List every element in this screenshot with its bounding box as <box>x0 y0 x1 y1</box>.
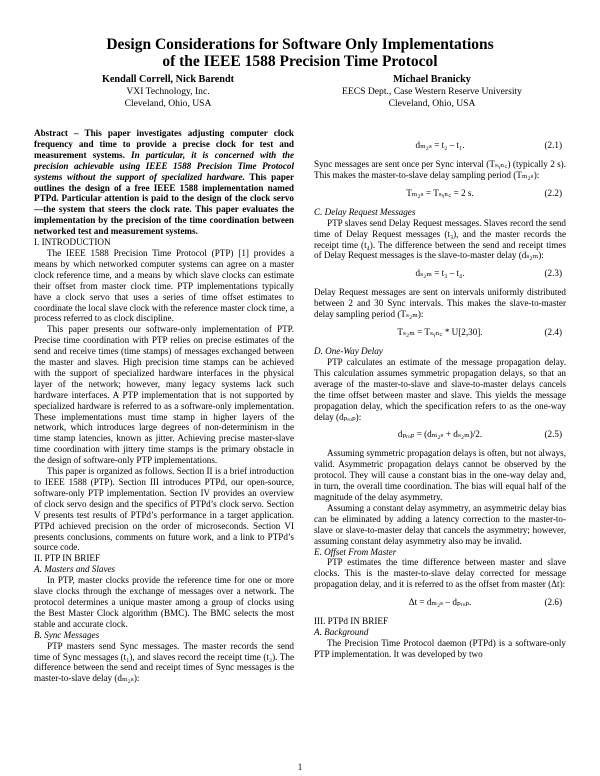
equation-2-3 <box>314 268 566 279</box>
equation-2-1 <box>314 140 566 151</box>
abstract-label: Abstract – <box>34 128 85 138</box>
page-number: 1 <box>297 762 303 772</box>
one-way-delay-paragraph: PTP calculates an estimate of the message propagation delay. This calculation assumes symmetric propagation delays, so that an average of the master-to-slave and slave-to-master delays cancels the time offset between master and slave. This yields the message propagation delay, which the specification refers to as the one-way delay (dₚᵣₒₚ): <box>314 356 566 422</box>
section-heading-ptp-in-brief: II. PTP IN BRIEF <box>34 553 101 564</box>
subsection-heading-delay-request: C. Delay Request Messages <box>314 206 416 217</box>
abstract-text-2: This paper outlines the design of a free IEEE 1588 implementation named PTPd. Particular attention is paid to the design of the clock servo—the system that steers the clock rate. This paper evaluates the implementation by the precision of the time coordination between networked test and measurement systems. <box>34 171 294 237</box>
background-paragraph: The Precision Time Protocol daemon (PTPd) is a software-only PTP implementation. It was developed by two <box>314 638 566 659</box>
equation-2-2-number: (2.2) <box>544 187 562 198</box>
equation-2-5-number: (2.5) <box>544 429 562 440</box>
title-line-1: Design Considerations for Software Only Implementations <box>106 36 494 53</box>
section-heading-ptpd-in-brief: III. PTPd IN BRIEF <box>314 616 389 627</box>
equation-2-3-number: (2.3) <box>544 268 562 279</box>
author-location-right: Cleveland, Ohio, USA <box>388 98 476 110</box>
intro-paragraph-1: The IEEE 1588 Precision Time Protocol (PTP) [1] provides a means by which networked computer systems can agree on a master clock reference time, and a means by which slave clocks can estimate their offset from master clock time. PTP implementations typically have a clock servo that uses a series of time offset estimates to coordinate the local slave clock with the reference master clock time, a process referred to as clock discipline. <box>34 247 294 324</box>
author-affiliation-right: EECS Dept., Case Western Reserve University <box>342 86 522 98</box>
equation-2-2 <box>314 188 566 199</box>
author-block-right <box>300 74 564 111</box>
equation-2-2-formula: Tₘ₂ₛ = Tₛᵧₙ꜀ = 2 s. <box>406 187 474 198</box>
equation-2-3-formula: dₛ₂ₘ = t₃ – t₄. <box>415 268 465 279</box>
symmetric-delay-paragraph: Assuming symmetric propagation delays is often, but not always, valid. Asymmetric propagation delays cannot be observed by the protocol. They will cause a constant bias in the one-way delay and, in turn, the overall time coordination. The bias will equal half of the magnitude of the delay asymmetry. <box>314 448 566 503</box>
author-affiliation-left: VXI Technology, Inc. <box>126 86 210 98</box>
author-names-left: Kendall Correll, Nick Barendt <box>101 74 235 85</box>
equation-2-1-number: (2.1) <box>544 140 562 150</box>
offset-from-master-paragraph: PTP estimates the time difference between master and slave clocks. This is the master-to-slave delay corrected for message propagation delay, and it is referred to as the offset from master (Δt): <box>314 557 566 590</box>
equation-2-1-formula: dₘ₂ₛ = t₂ – t₁. <box>415 140 465 150</box>
subsection-heading-masters-slaves: A. Masters and Slaves <box>34 564 116 575</box>
masters-slaves-paragraph: In PTP, master clocks provide the reference time for one or more slave clocks through the exchange of messages over a network. The protocol determines a unique master among a group of clocks using the Best Master Clock algorithm (BMC). The BMC selects the most stable and accurate clock. <box>34 575 294 629</box>
delay-request-interval-paragraph: Delay Request messages are sent on intervals uniformly distributed between 2 and 30 Sync intervals. This makes the slave-to-master delay sampling period (Tₛ₂ₘ): <box>314 287 566 320</box>
section-heading-introduction: I. INTRODUCTION <box>34 237 111 248</box>
subsection-heading-one-way-delay: D. One-Way Delay <box>314 346 383 357</box>
sync-interval-paragraph: Sync messages are sent once per Sync interval (Tₛᵧₙ꜀) (typically 2 s). This makes the master-to-slave delay sampling period (Tₘ₂ₛ): <box>314 159 566 180</box>
equation-2-5-formula: dₚᵣₒₚ = (dₘ₂ₛ + dₛ₂ₘ)/2. <box>397 429 483 440</box>
sync-messages-paragraph: PTP masters send Sync messages. The master records the send time of Sync messages (t₁), and slaves record the receipt time (t₂). The difference between the send and receipt times of Sync messages is the master-to-slave delay (dₘ₂ₛ): <box>34 640 294 684</box>
equation-2-6-number: (2.6) <box>544 597 562 608</box>
author-location-left: Cleveland, Ohio, USA <box>124 98 212 110</box>
intro-paragraph-3: This paper is organized as follows. Section II is a brief introduction to IEEE 1588 (PTP). Section III introduces PTPd, our open-source, software-only PTP implementation. Section IV provides an overview of clock servo design and the specifics of PTPd’s clock servo. Section V presents test results of PTPd’s performance in a target application. PTPd achieved precision on the order of microseconds. Section VI presents conclusions, comments on future work, and a link to PTPd’s source code. <box>34 466 294 553</box>
subsection-heading-background: A. Background <box>314 627 369 638</box>
delay-request-paragraph: PTP slaves send Delay Request messages. Slaves record the send time of Delay Request messages (t₃), and the master records the receipt time (t₄). The difference between the send and receipt times of Delay Request messages is the slave-to-master delay (dₛ₂ₘ): <box>314 217 566 261</box>
abstract-text-1: This paper investigates adjusting computer clock frequency and time to provide a precise clock for test and measurement systems. <box>34 128 294 160</box>
equation-2-4-number: (2.4) <box>544 327 562 338</box>
abstract-text-italic: In particular, it is concerned with the precision achievable using IEEE 1588 Precision Time Protocol systems without the support of specialized hardware. <box>34 149 294 182</box>
left-column <box>34 128 294 684</box>
equation-2-4-formula: Tₛ₂ₘ = Tₛᵧₙ꜀ * U[2,30]. <box>397 327 483 338</box>
equation-2-4 <box>314 327 566 338</box>
intro-paragraph-2: This paper presents our software-only implementation of PTP. Precise time coordination with PTP relies on precise estimates of the send and receive times (time stamps) of messages exchanged between the master and slaves. High precision time stamps can be achieved with the support of specialized hardware interfaces in the physical layer of the network; however, many legacy systems lack such hardware interfaces. A PTP implementation that is not supported by specialized hardware is referred to as a software-only implementation. These implementations must time stamp in higher layers of the network, which introduces large degrees of non-determinism in the time stamp latencies, known as jitter. Achieving precise master-slave time coordination with jittery time stamps is the primary obstacle in the design of software-only PTP implementations. <box>34 324 294 466</box>
subsection-heading-offset-from-master: E. Offset From Master <box>314 546 397 557</box>
equation-2-6 <box>314 597 566 608</box>
paper-title <box>0 36 600 70</box>
subsection-heading-sync-messages: B. Sync Messages <box>34 629 100 640</box>
equation-2-6-formula: Δt = dₘ₂ₛ – dₚᵣₒₚ. <box>408 597 472 608</box>
right-column <box>314 128 566 660</box>
author-block-left <box>36 74 300 111</box>
constant-asymmetry-paragraph: Assuming a constant delay asymmetry, an asymmetric delay bias can be eliminated by adding a latency correction to the master-to-slave or slave-to-master delay that cancels the asymmetry; however, assuming constant delay asymmetry also may be invalid. <box>314 502 566 546</box>
equation-2-5 <box>314 429 566 440</box>
abstract <box>34 128 294 237</box>
title-line-2: of the IEEE 1588 Precision Time Protocol <box>162 53 438 70</box>
author-names-right: Michael Branicky <box>393 74 471 85</box>
